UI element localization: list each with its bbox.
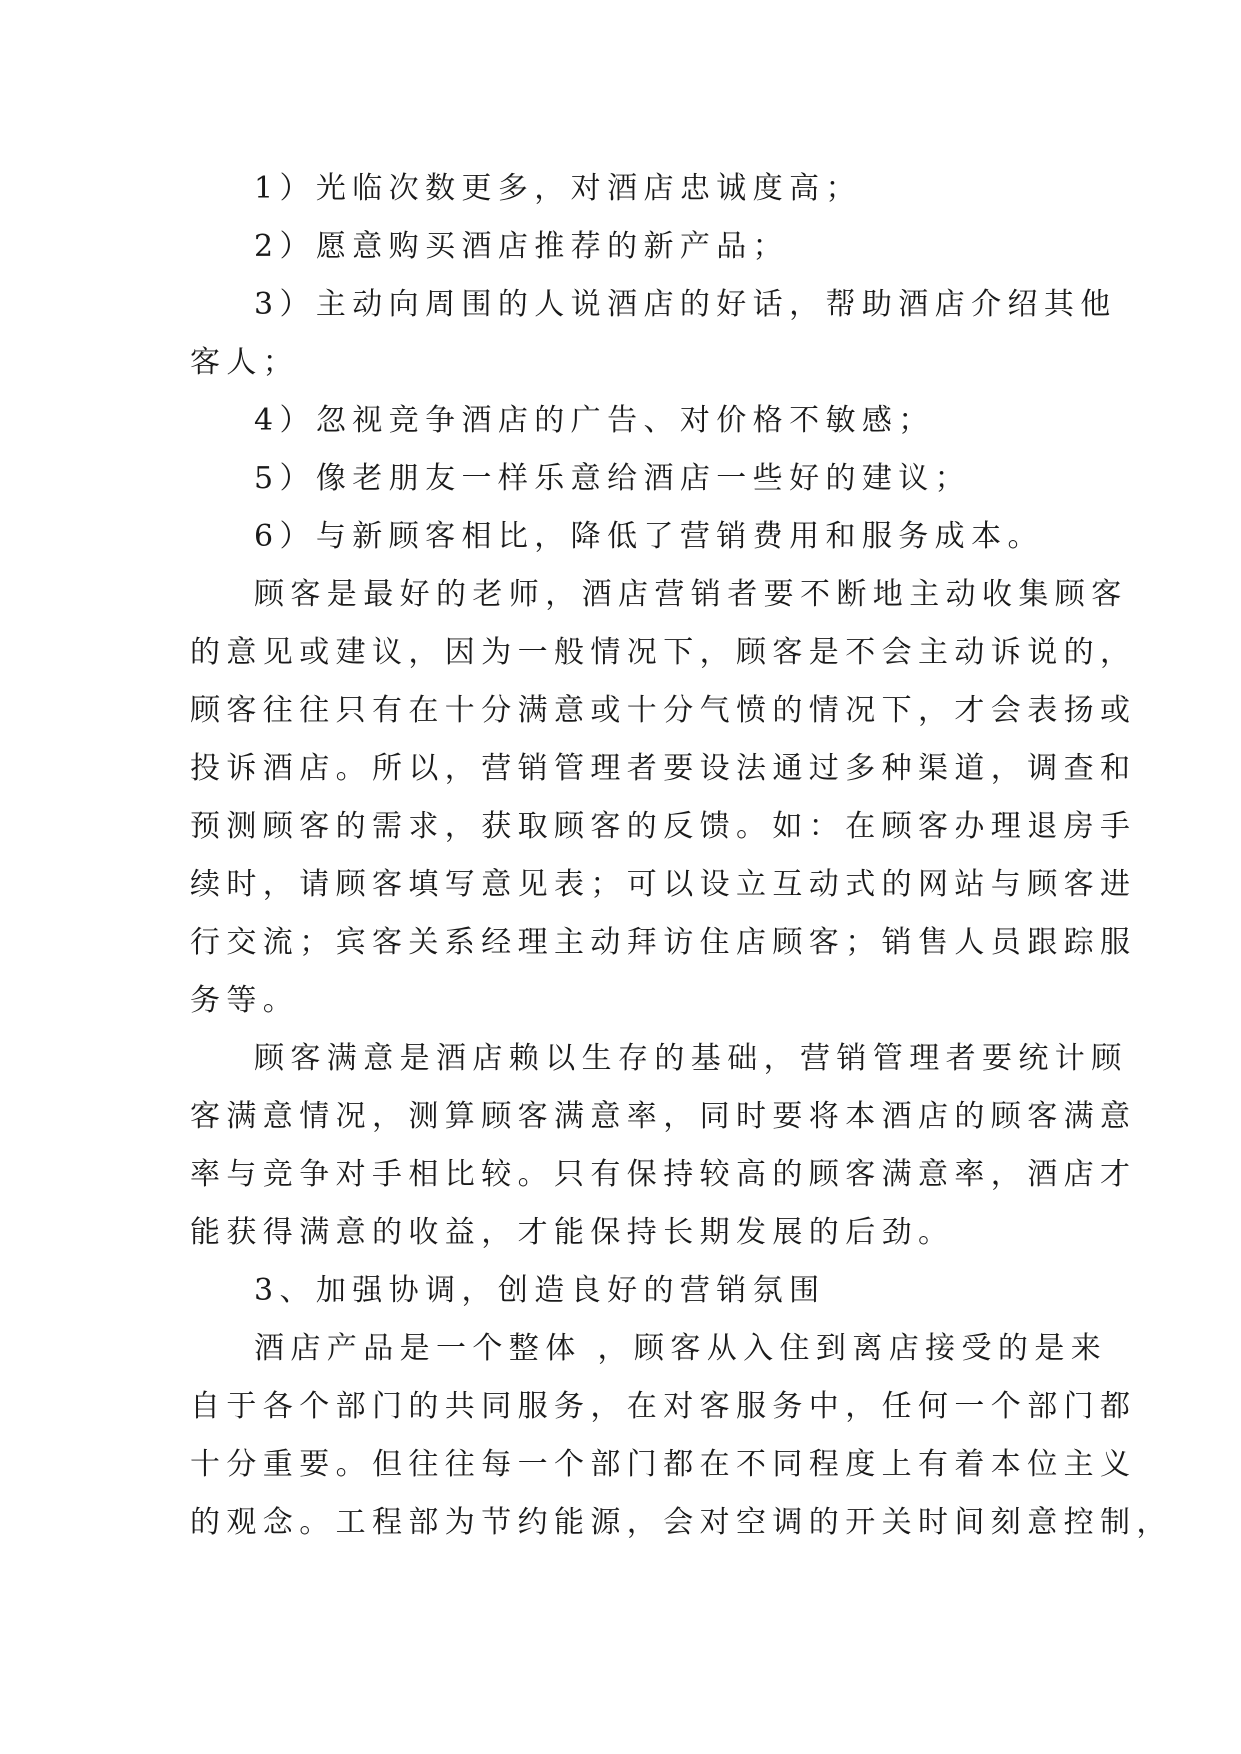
list-item-6: 6）与新顾客相比，降低了营销费用和服务成本。 (254, 519, 1044, 554)
list-item-1: 1）光临次数更多，对酒店忠诚度高； (254, 171, 862, 206)
paragraph-coordination-line: 自于各个部门的共同服务，在对客服务中，任何一个部门都 (190, 1389, 1137, 1424)
paragraph-feedback-line: 行交流；宾客关系经理主动拜访住店顾客；销售人员跟踪服 (190, 925, 1137, 960)
list-item-3: 3）主动向周围的人说酒店的好话，帮助酒店介绍其他 (254, 287, 1117, 322)
paragraph-coordination-line: 十分重要。但往往每一个部门都在不同程度上有着本位主义 (190, 1447, 1137, 1482)
paragraph-feedback-line: 预测顾客的需求，获取顾客的反馈。如：在顾客办理退房手 (190, 809, 1137, 844)
paragraph-coordination-line: 的观念。工程部为节约能源，会对空调的开关时间刻意控制， (190, 1505, 1173, 1540)
document-body (190, 160, 1173, 1552)
paragraph-feedback-line: 顾客往往只有在十分满意或十分气愤的情况下，才会表扬或 (190, 693, 1137, 728)
paragraph-feedback-line: 的意见或建议，因为一般情况下，顾客是不会主动诉说的， (190, 635, 1137, 670)
paragraph-satisfaction-line: 率与竞争对手相比较。只有保持较高的顾客满意率，酒店才 (190, 1157, 1137, 1192)
paragraph-feedback-line: 续时，请顾客填写意见表；可以设立互动式的网站与顾客进 (190, 867, 1137, 902)
paragraph-feedback-line: 投诉酒店。所以，营销管理者要设法通过多种渠道，调查和 (190, 751, 1137, 786)
paragraph-coordination-line: 酒店产品是一个整体 ，顾客从入住到离店接受的是来 (254, 1331, 1108, 1366)
paragraph-satisfaction-line: 能获得满意的收益，才能保持长期发展的后劲。 (190, 1215, 955, 1250)
list-item-4: 4）忽视竞争酒店的广告、对价格不敏感； (254, 403, 935, 438)
paragraph-satisfaction-line: 客满意情况，测算顾客满意率，同时要将本酒店的顾客满意 (190, 1099, 1137, 1134)
paragraph-feedback-line: 务等。 (190, 983, 300, 1018)
list-item-5: 5）像老朋友一样乐意给酒店一些好的建议； (254, 461, 972, 496)
list-item-2: 2）愿意购买酒店推荐的新产品； (254, 229, 790, 264)
section-heading: 3、加强协调，创造良好的营销氛围 (254, 1273, 826, 1308)
list-item-3-continued: 客人； (190, 345, 300, 380)
paragraph-feedback-line: 顾客是最好的老师，酒店营销者要不断地主动收集顾客 (254, 577, 1128, 612)
paragraph-satisfaction-line: 顾客满意是酒店赖以生存的基础，营销管理者要统计顾 (254, 1041, 1128, 1076)
